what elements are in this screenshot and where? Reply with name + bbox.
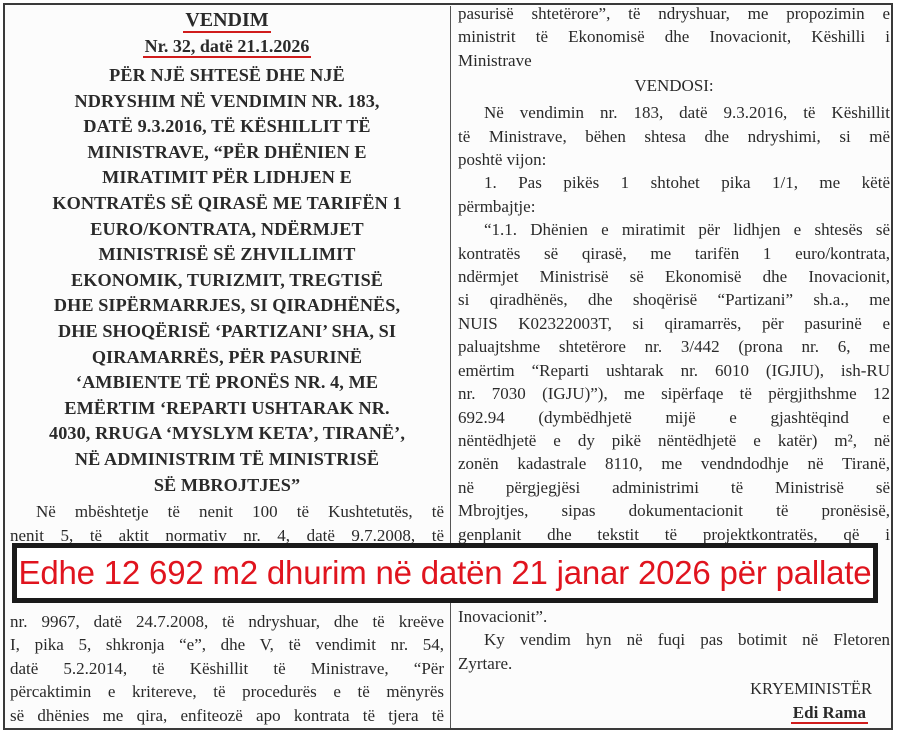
text-line: nenit 5, të aktit normativ nr. 4, datë 9.7.2008, të bbox=[10, 525, 444, 543]
text-line: nr. 7030 (IGJU)”), me sipërfaqe të përgjithshme 12 bbox=[458, 384, 890, 404]
text-line: Mbrojtjes, sipas dokumentacionit të pronësisë, bbox=[458, 501, 890, 521]
heading-line: EKONOMIK, TURIZMIT, TREGTISË bbox=[70, 269, 384, 290]
left-column bbox=[10, 6, 444, 543]
text-line: 1. Pas pikës 1 shtohet pika 1/1, me këtë bbox=[484, 173, 890, 193]
text-line: përmbajtje: bbox=[458, 196, 536, 216]
heading-line: PËR NJË SHTESË DHE NJË bbox=[109, 65, 345, 85]
heading-line: KONTRATËS SË QIRASË ME TARIFËN 1 bbox=[52, 192, 402, 213]
heading-line: DHE SHOQËRISË ‘PARTIZANI’ SHA, SI bbox=[57, 320, 397, 341]
heading-line: QIRAMARRËS, PËR PASURINË bbox=[91, 346, 363, 367]
signature-name: Edi Rama bbox=[792, 703, 866, 723]
text-line: Ministrave bbox=[458, 50, 532, 70]
heading-line: ‘AMBIENTE TË PRONËS NR. 4, ME bbox=[75, 372, 379, 393]
text-line: genplanit dhe tekstit të projektkontratës, që i bbox=[458, 524, 890, 543]
heading-line: NDRYSHIM NË VENDIMIN NR. 183, bbox=[74, 90, 380, 111]
heading-line: EURO/KONTRATA, NDËRMJET bbox=[90, 218, 364, 239]
decision-number: Nr. 32, datë 21.1.2026 bbox=[144, 36, 310, 56]
text-line: Inovacionit”. bbox=[458, 607, 548, 626]
text-line: Në vendimin nr. 183, datë 9.3.2016, të Këshillit bbox=[484, 103, 890, 123]
text-line: nr. 9967, datë 24.7.2008, të ndryshuar, dhe të kreëve bbox=[10, 612, 444, 631]
decision-heading bbox=[10, 63, 444, 498]
text-line: 692.94 (dymbëdhjetë mijë e gjashtëqind e bbox=[458, 407, 890, 427]
heading-line: MIRATIMIT PËR LIDHJEN E bbox=[102, 167, 352, 188]
text-line: poshtë vijon: bbox=[458, 150, 547, 170]
text-line: në përgjegjësi administrimi të Ministrisë së bbox=[458, 477, 890, 497]
text-line: ministrit të Ekonomisë dhe Inovacionit, Këshilli i bbox=[458, 27, 890, 47]
text-line: kontratës së qirasë, me tarifën 1 euro/kontrata, bbox=[458, 243, 890, 263]
heading-line: EMËRTIM ‘REPARTI USHTARAK NR. bbox=[64, 397, 390, 418]
text-line: I, pika 5, shkronja “e”, dhe V, të vendimit nr. 54, bbox=[10, 635, 444, 655]
heading-line: SË MBROJTJES” bbox=[153, 474, 301, 495]
column-divider bbox=[450, 6, 451, 728]
heading-line: MINISTRAVE, “PËR DHËNIEN E bbox=[87, 141, 367, 162]
text-line: NUIS K02322003T, si qiramarrës, për pasurinë e bbox=[458, 313, 890, 333]
text-line: Në mbështetje të nenit 100 të Kushtetutës, të bbox=[36, 502, 444, 522]
text-line: datë 5.2.2014, të Këshillit të Ministrave, “Për bbox=[10, 658, 444, 678]
text-line: nëntëdhjetë e dy pikë nëntëdhjetë e katër) m², në bbox=[458, 430, 890, 450]
text-line: emërtim “Reparti ushtarak nr. 6010 (IGJIU), ish-RU bbox=[458, 360, 890, 380]
signature-title: KRYEMINISTËR bbox=[750, 679, 872, 699]
heading-line: DHE SIPËRMARRJES, SI QIRADHËNËS, bbox=[53, 295, 401, 316]
banner-text: Edhe 12 692 m2 dhurim në datën 21 janar 2026 për pallate bbox=[18, 554, 872, 591]
decision-body bbox=[458, 101, 890, 543]
text-line: së dhënies me qira, enfiteozë apo kontrata të tjera të bbox=[10, 705, 444, 725]
heading-line: NË ADMINISTRIM TË MINISTRISË bbox=[74, 448, 380, 469]
text-line: të Ministrave, bëhen shtesa dhe ndryshimi, si më bbox=[458, 126, 890, 146]
text-line: Ky vendim hyn në fuqi pas botimit në Fletoren bbox=[484, 630, 890, 650]
left-column-continued bbox=[10, 610, 444, 730]
decision-title: VENDIM bbox=[185, 9, 269, 31]
text-line: zonën kadastrale 8110, me vendndodhje në Tiranë, bbox=[458, 454, 890, 474]
text-line: “1.1. Dhënien e miratimit për lidhjen e shtesës së bbox=[484, 220, 890, 240]
text-line: përcaktimin e kritereve, të procedurës e të mënyrës bbox=[10, 682, 444, 702]
text-line: si qiradhënës, dhe shoqërisë “Partizani” sh.a., me bbox=[458, 290, 890, 310]
heading-line: MINISTRISË SË ZHVILLIMIT bbox=[98, 244, 356, 265]
vendosi-heading: VENDOSI: bbox=[634, 76, 714, 96]
heading-line: DATË 9.3.2016, TË KËSHILLIT TË bbox=[83, 116, 371, 137]
heading-line: 4030, RRUGA ‘MYSLYM KETA’, TIRANË’, bbox=[49, 423, 405, 444]
overlay-banner bbox=[12, 543, 878, 603]
right-column-continued bbox=[458, 585, 890, 730]
text-line: Zyrtare. bbox=[458, 653, 513, 673]
legal-basis-text bbox=[10, 500, 444, 543]
text-line: paluajtshme shtetërore nr. 3/442 (prona nr. 6, me bbox=[458, 337, 890, 357]
text-line: pasurisë shtetërore”, të ndryshuar, me propozimin e bbox=[458, 6, 890, 23]
text-line: ndërmjet Ministrisë së Ekonomisë dhe Inovacionit, bbox=[458, 267, 890, 287]
right-column bbox=[458, 6, 890, 543]
